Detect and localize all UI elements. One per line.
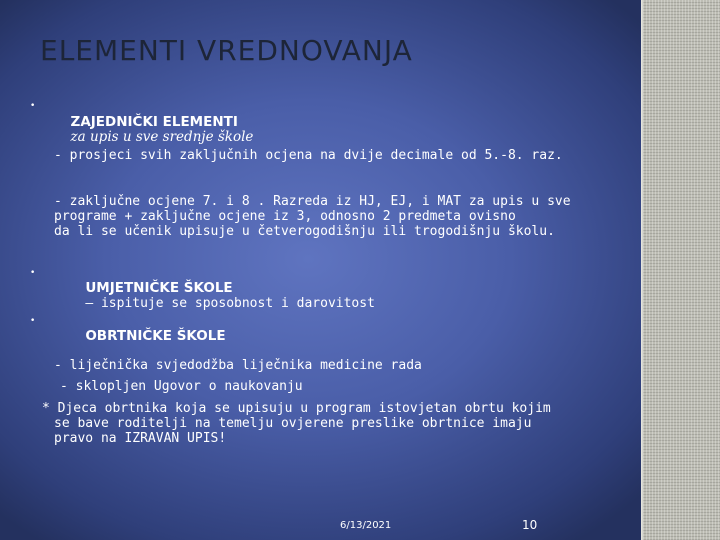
obrtnicke-line: pravo na IZRAVAN UPIS!: [54, 431, 227, 446]
item-heading: UMJETNIČKE ŠKOLE: [85, 280, 233, 296]
zajednicki-line: - zaključne ocjene 7. i 8 . Razreda iz HJ, EJ, i MAT za upis u sve: [54, 194, 571, 209]
item-obrtnicke: [54, 314, 226, 359]
zajednicki-line: - prosjeci svih zaključnih ocjena na dvije decimale od 5.-8. raz.: [54, 148, 563, 163]
side-texture-strip: [642, 0, 720, 540]
item-heading-note: za upis u sve srednje škole: [70, 129, 254, 145]
zajednicki-line: da li se učenik upisuje u četverogodišnju ili trogodišnju školu.: [54, 224, 555, 239]
obrtnicke-line: - sklopljen Ugovor o naukovanju: [60, 379, 303, 394]
bullet-icon: •: [30, 268, 36, 278]
footer-date: 6/13/2021: [340, 520, 392, 531]
bullet-icon: •: [30, 101, 36, 111]
obrtnicke-line: - liječnička svjedodžba liječnika medicine rada: [54, 358, 422, 373]
item-heading: ZAJEDNIČKI ELEMENTI: [70, 114, 238, 130]
slide-title: ELEMENTI VREDNOVANJA: [40, 34, 413, 67]
bullet-icon: •: [30, 316, 36, 326]
zajednicki-line: programe + zaključne ocjene iz 3, odnosno 2 predmeta ovisno: [54, 209, 516, 224]
obrtnicke-line: * Djeca obrtnika koja se upisuju u program istovjetan obrtu kojim: [42, 401, 551, 416]
page-number: 10: [522, 518, 538, 532]
item-heading: OBRTNIČKE ŠKOLE: [85, 328, 226, 344]
obrtnicke-line: se bave roditelji na temelju ovjerene preslike obrtnice imaju: [54, 416, 532, 431]
item-suffix: – ispituje se sposobnost i darovitost: [85, 296, 375, 311]
